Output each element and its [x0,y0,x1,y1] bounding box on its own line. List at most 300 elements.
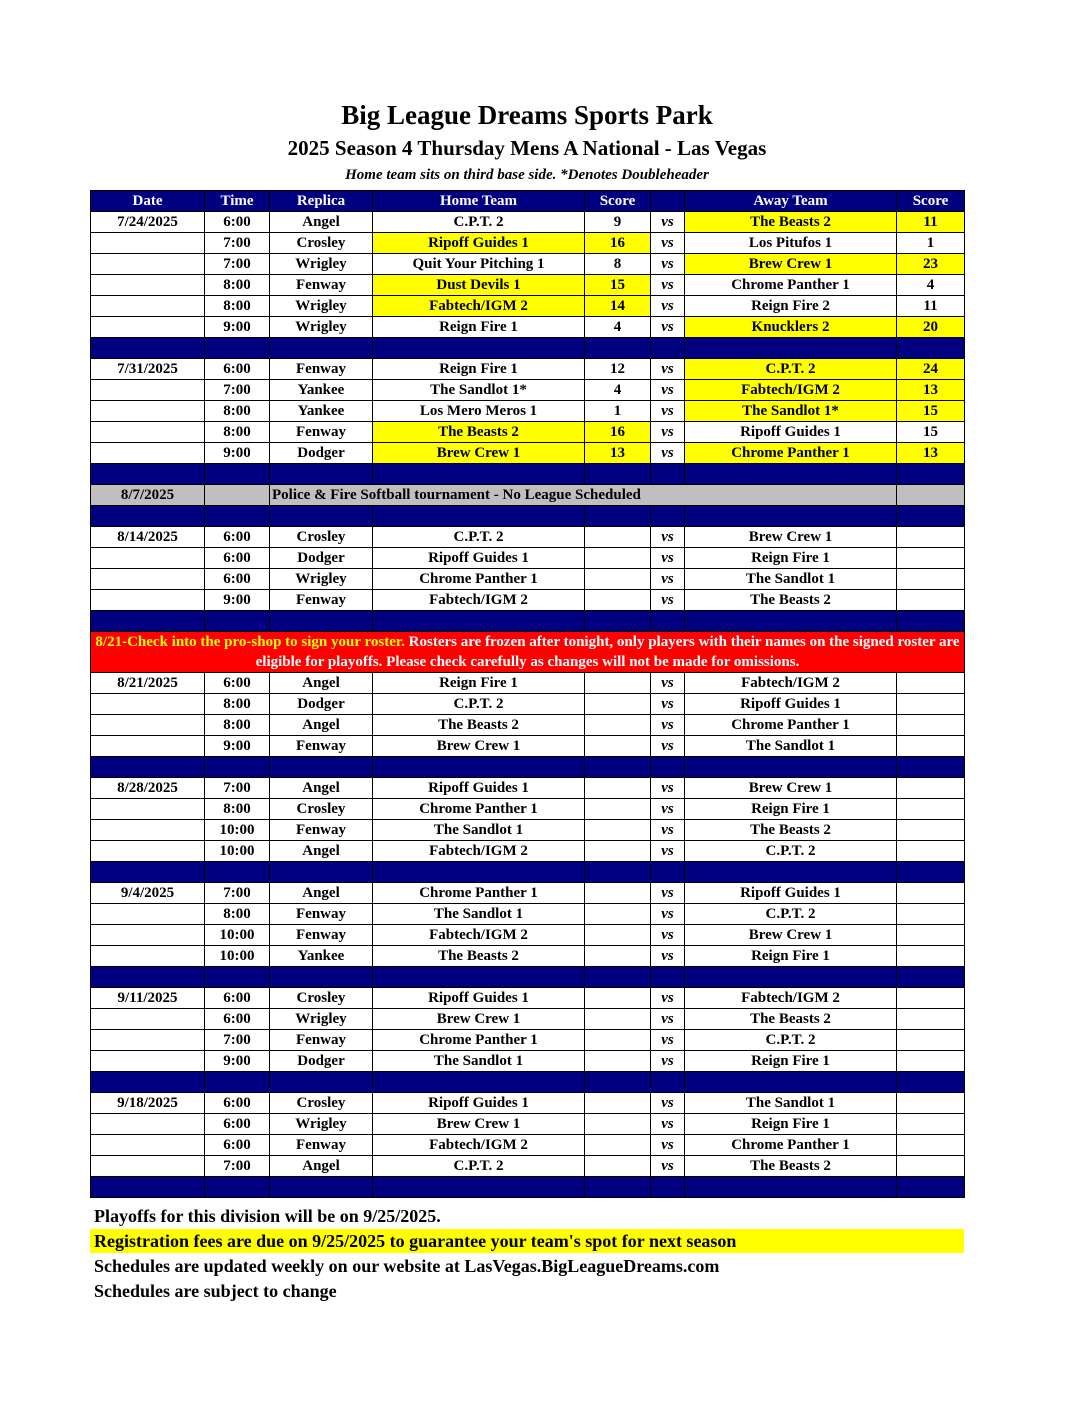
home-team: Ripoff Guides 1 [373,778,585,799]
home-score: 8 [585,254,651,275]
separator-cell [205,338,270,359]
separator-cell [685,338,897,359]
separator-cell [373,862,585,883]
separator-cell [897,611,965,632]
game-time: 7:00 [205,254,270,275]
game-row [91,925,965,946]
vs-label: vs [651,988,685,1009]
home-team: Chrome Panther 1 [373,883,585,904]
away-score [897,715,965,736]
vs-label: vs [651,569,685,590]
home-score [585,988,651,1009]
away-team: Reign Fire 1 [685,548,897,569]
away-team: The Beasts 2 [685,590,897,611]
separator-cell [373,757,585,778]
vs-label: vs [651,694,685,715]
away-team: Brew Crew 1 [685,254,897,275]
home-team: The Beasts 2 [373,715,585,736]
home-team: Fabtech/IGM 2 [373,841,585,862]
separator-cell [91,1072,205,1093]
away-team: The Sandlot 1 [685,736,897,757]
separator-cell [373,338,585,359]
game-field: Angel [270,1156,373,1177]
separator-cell [651,1177,685,1198]
away-score [897,590,965,611]
separator-cell [585,338,651,359]
away-team: Brew Crew 1 [685,778,897,799]
home-score [585,1135,651,1156]
vs-label: vs [651,590,685,611]
away-team: Fabtech/IGM 2 [685,380,897,401]
separator-row [91,611,965,632]
home-score: 15 [585,275,651,296]
footer-playoffs: Playoffs for this division will be on 9/25/2025. [94,1206,441,1226]
game-date: 8/14/2025 [91,527,205,548]
away-team: Ripoff Guides 1 [685,694,897,715]
home-score: 16 [585,233,651,254]
game-row [91,673,965,694]
away-team: The Sandlot 1 [685,1093,897,1114]
game-row [91,590,965,611]
away-team: Ripoff Guides 1 [685,883,897,904]
game-time: 10:00 [205,841,270,862]
game-time: 10:00 [205,925,270,946]
game-date [91,1156,205,1177]
game-field: Crosley [270,233,373,254]
game-row [91,1051,965,1072]
game-time: 8:00 [205,296,270,317]
separator-cell [205,757,270,778]
away-score [897,820,965,841]
game-row [91,883,965,904]
vs-label: vs [651,548,685,569]
game-row [91,1114,965,1135]
home-team: Reign Fire 1 [373,317,585,338]
vs-label: vs [651,1114,685,1135]
footer-subject: Schedules are subject to change [94,1281,337,1301]
game-row [91,233,965,254]
separator-cell [897,862,965,883]
away-team: The Beasts 2 [685,820,897,841]
game-field: Wrigley [270,1009,373,1030]
separator-cell [205,967,270,988]
game-time: 7:00 [205,778,270,799]
game-time: 6:00 [205,569,270,590]
game-time: 8:00 [205,401,270,422]
game-date: 9/11/2025 [91,988,205,1009]
game-row [91,988,965,1009]
away-score [897,1156,965,1177]
separator-cell [205,1177,270,1198]
game-date [91,380,205,401]
separator-cell [651,862,685,883]
game-field: Fenway [270,422,373,443]
game-row [91,548,965,569]
header-time: Time [205,191,270,212]
separator-cell [897,967,965,988]
away-score [897,883,965,904]
vs-label: vs [651,715,685,736]
game-field: Fenway [270,359,373,380]
separator-cell [685,1177,897,1198]
game-row [91,736,965,757]
separator-cell [270,611,373,632]
away-team: Fabtech/IGM 2 [685,673,897,694]
game-date [91,590,205,611]
game-row [91,527,965,548]
separator-cell [373,1072,585,1093]
vs-label: vs [651,946,685,967]
away-score: 24 [897,359,965,380]
schedule-table [90,190,965,1198]
game-field: Fenway [270,1135,373,1156]
game-row [91,694,965,715]
away-score [897,778,965,799]
header-row [91,191,965,212]
vs-label: vs [651,799,685,820]
home-score [585,1009,651,1030]
game-field: Dodger [270,443,373,464]
game-field: Crosley [270,988,373,1009]
separator-cell [205,506,270,527]
away-score: 20 [897,317,965,338]
away-team: Chrome Panther 1 [685,715,897,736]
game-time: 6:00 [205,212,270,233]
game-row [91,715,965,736]
home-team: Fabtech/IGM 2 [373,1135,585,1156]
away-score [897,946,965,967]
home-team: Chrome Panther 1 [373,569,585,590]
away-score [897,569,965,590]
game-row [91,1030,965,1051]
header-away-score: Score [897,191,965,212]
game-date [91,443,205,464]
home-team: C.P.T. 2 [373,1156,585,1177]
separator-row [91,506,965,527]
separator-cell [270,1177,373,1198]
separator-cell [270,506,373,527]
away-score [897,904,965,925]
away-team: Knucklers 2 [685,317,897,338]
separator-cell [270,862,373,883]
away-score: 13 [897,443,965,464]
game-field: Fenway [270,925,373,946]
game-field: Yankee [270,946,373,967]
game-time: 9:00 [205,443,270,464]
separator-cell [585,464,651,485]
away-team: C.P.T. 2 [685,904,897,925]
away-score [897,1093,965,1114]
vs-label: vs [651,443,685,464]
separator-cell [651,338,685,359]
separator-cell [897,757,965,778]
away-score: 15 [897,422,965,443]
home-team: Fabtech/IGM 2 [373,296,585,317]
separator-row [91,1177,965,1198]
vs-label: vs [651,925,685,946]
home-team: Brew Crew 1 [373,736,585,757]
away-score: 11 [897,296,965,317]
game-time: 8:00 [205,799,270,820]
separator-cell [585,862,651,883]
separator-cell [651,757,685,778]
separator-cell [585,1177,651,1198]
vs-label: vs [651,233,685,254]
game-time: 6:00 [205,988,270,1009]
game-field: Angel [270,841,373,862]
away-score [897,1135,965,1156]
game-date: 8/21/2025 [91,673,205,694]
separator-cell [685,967,897,988]
vs-label: vs [651,904,685,925]
separator-cell [585,967,651,988]
game-time: 8:00 [205,904,270,925]
vs-label: vs [651,1030,685,1051]
away-team: C.P.T. 2 [685,359,897,380]
home-score [585,590,651,611]
game-row [91,275,965,296]
game-date [91,1030,205,1051]
home-team: Chrome Panther 1 [373,1030,585,1051]
game-date: 8/7/2025 [91,485,205,506]
separator-cell [585,1072,651,1093]
vs-label: vs [651,296,685,317]
game-date: 8/28/2025 [91,778,205,799]
separator-cell [205,464,270,485]
game-field: Angel [270,715,373,736]
game-row [91,904,965,925]
separator-cell [205,611,270,632]
game-time: 9:00 [205,736,270,757]
separator-cell [270,1072,373,1093]
home-team: Brew Crew 1 [373,443,585,464]
home-score [585,1051,651,1072]
separator-cell [91,338,205,359]
game-time: 8:00 [205,275,270,296]
home-team: Reign Fire 1 [373,673,585,694]
home-team: C.P.T. 2 [373,527,585,548]
home-team: Reign Fire 1 [373,359,585,380]
home-score [585,736,651,757]
game-row [91,317,965,338]
separator-cell [685,757,897,778]
game-time: 7:00 [205,883,270,904]
vs-label: vs [651,1093,685,1114]
roster-alert [91,632,965,673]
game-field: Crosley [270,527,373,548]
away-team: Los Pitufos 1 [685,233,897,254]
game-time: 6:00 [205,673,270,694]
home-score [585,715,651,736]
header-replica: Replica [270,191,373,212]
away-team: Chrome Panther 1 [685,443,897,464]
separator-cell [91,862,205,883]
away-score [897,1114,965,1135]
separator-cell [270,338,373,359]
game-field: Crosley [270,1093,373,1114]
game-row [91,212,965,233]
home-score [585,569,651,590]
separator-cell [651,506,685,527]
game-field: Yankee [270,380,373,401]
vs-label: vs [651,401,685,422]
header-home-score: Score [585,191,651,212]
away-score [897,1051,965,1072]
schedule-body [91,212,965,1198]
separator-cell [897,338,965,359]
separator-cell [373,464,585,485]
separator-cell [685,506,897,527]
vs-label: vs [651,1051,685,1072]
game-row [91,1009,965,1030]
away-team: Reign Fire 1 [685,1114,897,1135]
game-date [91,694,205,715]
game-time: 6:00 [205,1135,270,1156]
game-date [91,569,205,590]
home-team: The Sandlot 1 [373,1051,585,1072]
separator-cell [651,464,685,485]
game-time: 8:00 [205,694,270,715]
header-date: Date [91,191,205,212]
separator-cell [651,611,685,632]
game-time: 7:00 [205,380,270,401]
game-field: Angel [270,778,373,799]
schedule-note: Home team sits on third base side. *Denotes Doubleheader [345,167,709,183]
separator-cell [373,967,585,988]
separator-cell [373,1177,585,1198]
game-date [91,1135,205,1156]
home-team: Ripoff Guides 1 [373,1093,585,1114]
game-row [91,1135,965,1156]
away-score: 11 [897,212,965,233]
home-score [585,946,651,967]
game-date [91,820,205,841]
game-date [91,946,205,967]
header-away-team: Away Team [685,191,897,212]
home-score: 4 [585,317,651,338]
no-league-row [91,485,965,506]
separator-cell [897,1177,965,1198]
away-team: The Beasts 2 [685,1156,897,1177]
no-league-note: Police & Fire Softball tournament - No League Scheduled [270,485,897,506]
home-team: The Beasts 2 [373,946,585,967]
home-score: 4 [585,380,651,401]
home-score [585,799,651,820]
home-score [585,548,651,569]
game-row [91,443,965,464]
vs-label: vs [651,527,685,548]
game-field: Wrigley [270,296,373,317]
vs-label: vs [651,422,685,443]
separator-cell [205,862,270,883]
away-team: Brew Crew 1 [685,527,897,548]
away-score [897,736,965,757]
game-date [91,1009,205,1030]
game-date: 7/31/2025 [91,359,205,380]
footer-registration: Registration fees are due on 9/25/2025 to guarantee your team's spot for next season [90,1229,964,1253]
away-team: Ripoff Guides 1 [685,422,897,443]
home-team: Dust Devils 1 [373,275,585,296]
page-title: Big League Dreams Sports Park [341,100,713,130]
game-time: 8:00 [205,422,270,443]
game-field: Angel [270,212,373,233]
separator-cell [685,862,897,883]
separator-row [91,862,965,883]
away-score: 23 [897,254,965,275]
game-row [91,1093,965,1114]
separator-cell [91,1177,205,1198]
home-team: Los Mero Meros 1 [373,401,585,422]
separator-cell [373,611,585,632]
vs-label: vs [651,212,685,233]
home-score [585,1114,651,1135]
vs-label: vs [651,254,685,275]
separator-cell [270,967,373,988]
separator-row [91,757,965,778]
home-team: The Sandlot 1 [373,820,585,841]
away-score [897,485,965,506]
vs-label: vs [651,380,685,401]
home-team: Ripoff Guides 1 [373,548,585,569]
home-score [585,527,651,548]
home-team: C.P.T. 2 [373,212,585,233]
home-score [585,1093,651,1114]
separator-cell [685,464,897,485]
game-row [91,401,965,422]
home-team: The Sandlot 1* [373,380,585,401]
game-date [91,233,205,254]
game-field: Angel [270,883,373,904]
separator-cell [585,611,651,632]
game-time: 7:00 [205,1156,270,1177]
home-score: 13 [585,443,651,464]
away-score [897,988,965,1009]
alert-details: Rosters are frozen after tonight, only players with their names on the signed roster are eligible for playoffs. Please check carefully as changes will not be made for omissions. [255,634,960,670]
game-time: 6:00 [205,1093,270,1114]
separator-row [91,967,965,988]
separator-row [91,464,965,485]
game-time: 6:00 [205,1114,270,1135]
home-team: Fabtech/IGM 2 [373,590,585,611]
away-score [897,1030,965,1051]
separator-row [91,1072,965,1093]
roster-alert-row [91,632,965,673]
away-team: C.P.T. 2 [685,841,897,862]
away-score: 13 [897,380,965,401]
vs-label: vs [651,673,685,694]
game-row [91,799,965,820]
game-date [91,904,205,925]
home-score: 14 [585,296,651,317]
separator-cell [651,1072,685,1093]
game-row [91,820,965,841]
game-field: Angel [270,673,373,694]
separator-cell [685,611,897,632]
game-field: Wrigley [270,317,373,338]
game-time: 7:00 [205,1030,270,1051]
home-score [585,673,651,694]
separator-cell [685,1072,897,1093]
home-team: Quit Your Pitching 1 [373,254,585,275]
home-team: Ripoff Guides 1 [373,988,585,1009]
game-row [91,778,965,799]
vs-label: vs [651,736,685,757]
game-row [91,569,965,590]
vs-label: vs [651,317,685,338]
away-team: Reign Fire 1 [685,799,897,820]
game-date: 7/24/2025 [91,212,205,233]
game-date [91,736,205,757]
